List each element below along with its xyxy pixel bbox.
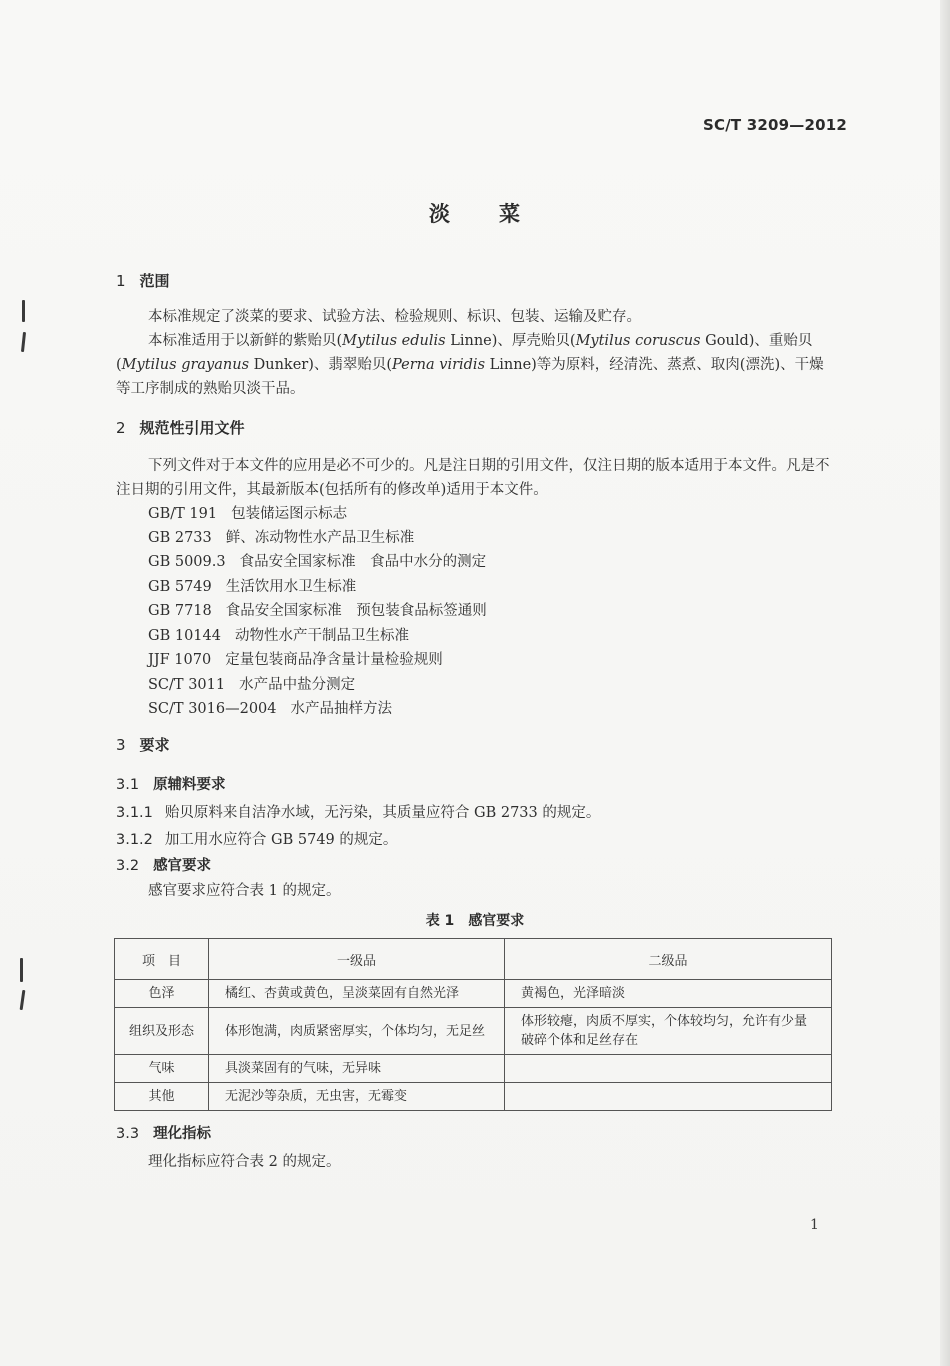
binding-mark <box>20 958 23 982</box>
reference-item <box>148 502 347 523</box>
text-run: Dunker)、翡翠贻贝( <box>249 357 393 373</box>
text-run: Linne)等为原料，经清洗、蒸煮、取肉(漂洗)、干燥等工序制成的熟贻贝淡干品。 <box>116 357 824 397</box>
reference-code: GB 5749 <box>148 579 212 595</box>
clause-number: 3.1.1 <box>116 805 153 821</box>
grade-1-cell: 体形饱满，肉质紧密厚实，个体均匀，无足丝 <box>209 1008 505 1055</box>
row-label: 组织及形态 <box>115 1008 209 1055</box>
subsection-title: 原辅料要求 <box>153 777 226 793</box>
sensory-requirement-text: 感官要求应符合表 1 的规定。 <box>148 883 341 899</box>
grade-1-cell: 具淡菜固有的气味，无异味 <box>209 1055 505 1083</box>
table-header-row <box>115 939 832 980</box>
grade-1-cell: 无泥沙等杂质，无虫害，无霉变 <box>209 1083 505 1111</box>
column-header-grade-1: 一级品 <box>209 939 505 980</box>
text-run: 本标准适用于以新鲜的紫贻贝( <box>148 333 343 349</box>
species-name: Mytilus grayanus <box>121 357 250 373</box>
reference-item <box>148 599 487 620</box>
section-3-heading <box>116 734 170 755</box>
reference-name: 鲜、冻动物性水产品卫生标准 <box>225 530 415 546</box>
table-row <box>115 1055 832 1083</box>
normative-intro: 下列文件对于本文件的应用是必不可少的。凡是注日期的引用文件，仅注日期的版本适用于本文件。凡是不注日期的引用文件，其最新版本(包括所有的修改单)适用于本文件。 <box>116 458 830 498</box>
table-1-caption <box>0 910 950 930</box>
reference-item <box>148 575 356 596</box>
reference-code: GB/T 191 <box>148 506 218 522</box>
reference-code: SC/T 3016—2004 <box>148 701 277 717</box>
clause-text: 加工用水应符合 GB 5749 的规定。 <box>164 832 398 848</box>
text-run: Linne)、厚壳贻贝( <box>445 333 576 349</box>
text-run: Gould)、重贻贝( <box>116 333 813 373</box>
reference-item <box>148 526 414 547</box>
subsection-title: 感官要求 <box>153 858 212 874</box>
table-title: 感官要求 <box>468 913 525 929</box>
row-label: 色泽 <box>115 980 209 1008</box>
reference-item <box>148 673 355 694</box>
reference-name: 生活饮用水卫生标准 <box>225 579 357 595</box>
title-char-1: 淡 <box>429 202 451 226</box>
reference-name: 包装储运图示标志 <box>231 506 348 522</box>
column-header-item: 项 目 <box>115 939 209 980</box>
physicochemical-text: 理化指标应符合表 2 的规定。 <box>148 1154 341 1170</box>
scope-paragraph-1: 本标准规定了淡菜的要求、试验方法、检验规则、标识、包装、运输及贮存。 <box>148 309 641 325</box>
reference-item <box>148 648 443 669</box>
reference-name: 食品安全国家标准 食品中水分的测定 <box>239 554 487 570</box>
table-row <box>115 1008 832 1055</box>
reference-name: 定量包装商品净含量计量检验规则 <box>225 652 443 668</box>
table-number: 表 1 <box>425 913 455 929</box>
grade-2-cell <box>505 1083 832 1111</box>
species-name: Perna viridis <box>392 357 486 373</box>
subsection-number: 3.1 <box>116 777 140 793</box>
species-name: Mytilus coruscus <box>575 333 701 349</box>
grade-2-cell: 黄褐色，光泽暗淡 <box>505 980 832 1008</box>
subsection-3-2-heading <box>116 854 211 875</box>
reference-name: 动物性水产干制品卫生标准 <box>234 628 409 644</box>
reference-item <box>148 550 486 571</box>
section-number: 3 <box>116 736 126 754</box>
column-header-grade-2: 二级品 <box>505 939 832 980</box>
reference-name: 食品安全国家标准 预包装食品标签通则 <box>225 603 487 619</box>
reference-item <box>148 697 392 718</box>
reference-code: GB 5009.3 <box>148 554 226 570</box>
reference-code: GB 7718 <box>148 603 212 619</box>
grade-2-cell <box>505 1055 832 1083</box>
subsection-number: 3.3 <box>116 1126 140 1142</box>
scope-paragraph-2 <box>116 329 832 401</box>
grade-2-cell: 体形较瘪，肉质不厚实，个体较均匀，允许有少量破碎个体和足丝存在 <box>505 1008 832 1055</box>
clause-text: 贻贝原料来自洁净水域，无污染，其质量应符合 GB 2733 的规定。 <box>164 805 601 821</box>
subsection-number: 3.2 <box>116 858 140 874</box>
subsection-3-1-heading <box>116 773 226 794</box>
section-title: 规范性引用文件 <box>139 419 245 437</box>
reference-name: 水产品中盐分测定 <box>239 677 356 693</box>
section-number: 1 <box>116 272 126 290</box>
section-title: 范围 <box>139 272 170 290</box>
reference-code: JJF 1070 <box>148 652 212 668</box>
subsection-title: 理化指标 <box>153 1126 212 1142</box>
title-char-2: 菜 <box>499 202 521 226</box>
binding-mark <box>20 990 26 1010</box>
clause-3-1-2 <box>116 828 397 849</box>
reference-code: GB 2733 <box>148 530 212 546</box>
table-row <box>115 1083 832 1111</box>
clause-number: 3.1.2 <box>116 832 153 848</box>
table-row <box>115 980 832 1008</box>
species-name: Mytilus edulis <box>342 333 446 349</box>
page-number: 1 <box>810 1217 819 1233</box>
section-2-heading <box>116 417 245 438</box>
binding-mark <box>21 332 26 352</box>
reference-code: GB 10144 <box>148 628 221 644</box>
reference-item <box>148 624 409 645</box>
standard-code: SC/T 3209—2012 <box>703 116 848 134</box>
document-title <box>0 198 950 228</box>
section-1-heading <box>116 270 170 291</box>
reference-code: SC/T 3011 <box>148 677 226 693</box>
binding-mark <box>22 300 25 322</box>
subsection-3-3-heading <box>116 1122 211 1143</box>
row-label: 其他 <box>115 1083 209 1111</box>
sensory-requirements-table <box>114 938 832 1111</box>
grade-1-cell: 橘红、杏黄或黄色，呈淡菜固有自然光泽 <box>209 980 505 1008</box>
section-number: 2 <box>116 419 126 437</box>
reference-name: 水产品抽样方法 <box>290 701 392 717</box>
section-title: 要求 <box>139 736 170 754</box>
row-label: 气味 <box>115 1055 209 1083</box>
clause-3-1-1 <box>116 801 600 822</box>
